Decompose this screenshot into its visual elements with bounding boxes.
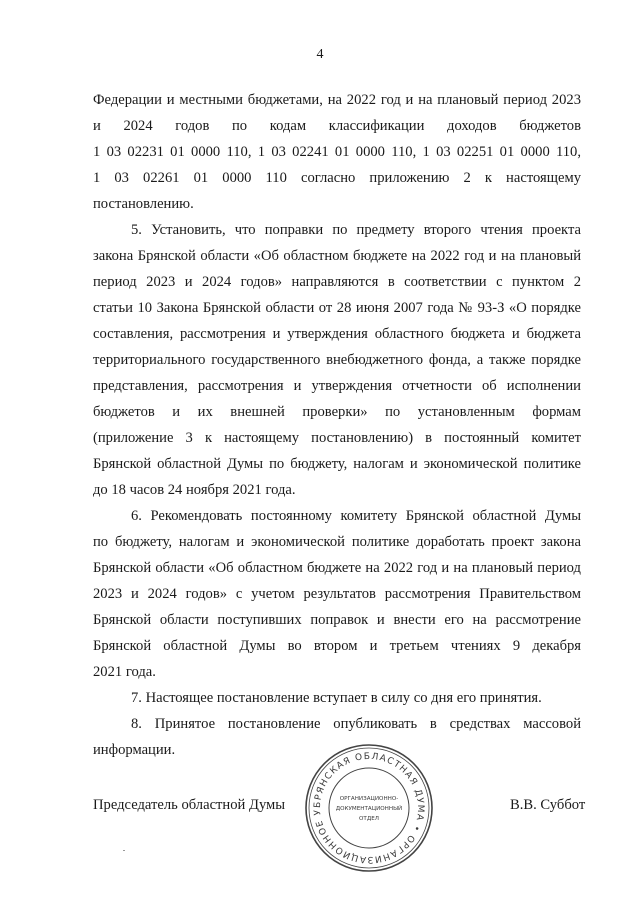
stamp-center-line: ДОКУМЕНТАЦИОННЫЙ [335,806,403,812]
text-line: 2021 года. [93,664,156,680]
page-number: 4 [316,47,324,62]
signatory-name: В.В. Суббот [510,797,586,813]
text-line: 2023 и 2024 годов» с учетом результатов рассмотрения Правительством [93,586,581,602]
signatory-position: Председатель областной Думы [93,797,286,813]
svg-text:БРЯНСКАЯ ОБЛАСТНАЯ ДУМА • ОРГА [303,742,425,864]
text-line: статьи 10 Закона Брянской области от 28 июня 2007 года № 93-З «О порядке [93,300,581,316]
text-line: бюджетов и их внешней проверки» по установленным формам [93,404,581,420]
text-line: закона Брянской области «Об областном бюджете на 2022 год и на плановый [93,248,581,264]
text-line: Брянской области поступивших поправок и внести его на рассмотрение [93,612,581,628]
text-line: 8. Принятое постановление опубликовать в средствах массовой [131,716,581,732]
text-line: 7. Настоящее постановление вступает в силу со дня его принятия. [131,690,542,706]
text-line: представления, рассмотрения и утверждения отчетности об исполнении [93,378,581,394]
text-line: по бюджету, налогам и экономической политике доработать проект закона [93,534,581,550]
text-line: постановлению. [93,196,194,212]
text-line: до 18 часов 24 ноября 2021 года. [93,482,296,498]
text-line: Федерации и местными бюджетами, на 2022 год и на плановый период 2023 [93,92,581,108]
text-line: Брянской области «Об областном бюджете на 2022 год и на плановый период [93,560,581,576]
scan-speck [123,850,125,851]
text-line: и 2024 годов по кодам классификации доходов бюджетов [93,118,581,134]
text-line: территориального государственного внебюджетного фонда, а также порядке [93,352,581,368]
text-line: 5. Установить, что поправки по предмету второго чтения проекта [131,222,581,238]
text-line: информации. [93,742,176,758]
stamp-center-line: ОТДЕЛ [359,816,379,822]
text-line: 1 03 02261 01 0000 110 согласно приложению 2 к настоящему [93,170,581,186]
text-line: 1 03 02231 01 0000 110, 1 03 02241 01 0000 110, 1 03 02251 01 0000 110, [93,144,581,160]
text-line: Брянской областной Думы во втором и третьем чтениях 9 декабря [93,638,581,654]
stamp-ring-text: БРЯНСКАЯ ОБЛАСТНАЯ ДУМА • ОРГАНИЗАЦИОННОЕ У [312,751,426,865]
text-line: период 2023 и 2024 годов» направляются в соответствии с пунктом 2 [93,274,581,290]
stamp-center-line: ОРГАНИЗАЦИОННО- [339,796,399,802]
text-line: Брянской областной Думы по бюджету, налогам и экономической политике [93,456,581,472]
official-stamp [303,742,435,874]
text-line: составления, рассмотрения и утверждения областного бюджета и бюджета [93,326,581,342]
text-line: (приложение 3 к настоящему постановлению) в постоянный комитет [93,430,581,446]
text-line: 6. Рекомендовать постоянному комитету Брянской областной Думы [131,508,581,524]
